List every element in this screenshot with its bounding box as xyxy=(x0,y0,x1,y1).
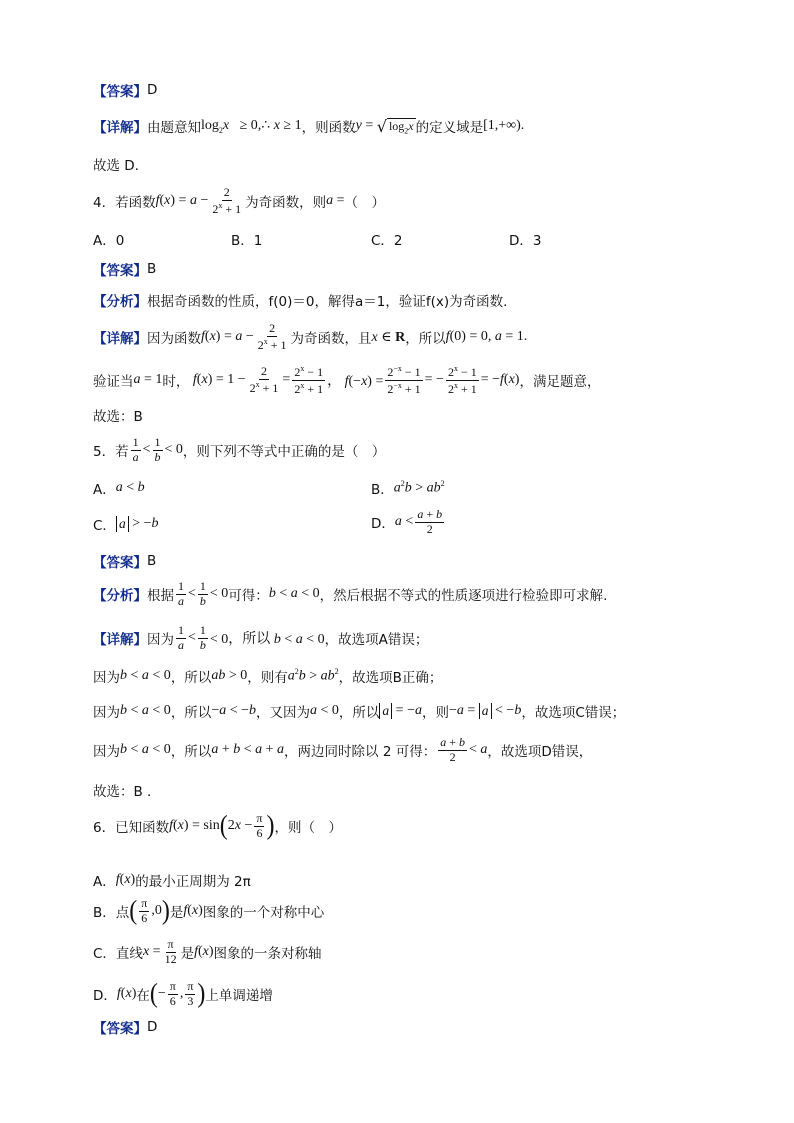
q4-verify-pre: 验证当 xyxy=(93,374,134,391)
q5-l3-chain2: < −b xyxy=(491,703,522,718)
q5-detail-4 xyxy=(93,736,592,765)
q6-option-a xyxy=(93,870,251,890)
q4-verify-f3: = −f(x) xyxy=(480,372,520,388)
q6-option-c-post: 图象的一条对称轴 xyxy=(213,946,322,963)
q5-l4-mid: ，所以 xyxy=(170,744,212,761)
domain-interval: [1,+∞). xyxy=(483,118,525,133)
q5-l3-eq: = −a xyxy=(392,703,422,718)
q4-answer xyxy=(93,259,156,279)
q6-b-fx: f(x) xyxy=(183,903,203,919)
q6-stem-pre: 6．已知函数 xyxy=(93,820,170,837)
q6-lparen: ( xyxy=(219,811,228,842)
q5-analysis-pre: 根据 xyxy=(147,588,174,605)
q6-rparen: ) xyxy=(266,811,275,842)
q5-l3-mid2: ，又因为 xyxy=(256,705,311,721)
q6-option-d-mid: 在 xyxy=(136,988,150,1005)
q5-l3-mid3: ，所以 xyxy=(338,705,380,721)
q6-answer xyxy=(93,1017,157,1037)
q4-conclusion: 故选：B xyxy=(93,409,143,425)
q5-l4-cond: b < a < 0 xyxy=(120,742,171,758)
q5-option-d: D． a < $\frac{a + b}{2}$ xyxy=(371,507,443,536)
q5-l4-sum: a + b < a + a xyxy=(211,742,285,758)
q5-detail-l1-post: ，故选项A错误； xyxy=(324,632,429,649)
q4-verify xyxy=(93,364,600,397)
q5-conclusion: 故选：B . xyxy=(93,784,152,800)
q5-lt: < xyxy=(142,442,151,458)
q5-stem xyxy=(93,436,385,465)
q5-detail-1 xyxy=(93,624,428,653)
q5-l4-pre: 因为 xyxy=(93,744,120,761)
q4-analysis xyxy=(93,290,507,310)
q4-verify-f2: ， f(−x) = xyxy=(327,374,384,390)
q5-detail-3 xyxy=(93,701,625,721)
q6-c-frac: $\frac{\pi}{12}$ xyxy=(164,937,177,966)
q5-l3-neg: −a < −b xyxy=(211,703,257,718)
q6-b-zero: ,0 xyxy=(151,903,162,919)
q4-verify-f1: f(x) = 1 − xyxy=(192,372,246,388)
q5-l4-post: ，故选项D错误， xyxy=(487,744,593,761)
q5-frac-a: $\frac{1}{a}$ xyxy=(132,435,139,464)
answer-tag: 【答案】 xyxy=(93,84,147,100)
q4-option-d: D．3 xyxy=(509,233,542,249)
q6-option-d xyxy=(93,980,273,1009)
q6-arg: 2x − xyxy=(227,818,253,834)
q4-detail-mid: 为奇函数，且 xyxy=(290,331,372,348)
q5-l3-mid4: ，则 xyxy=(421,705,449,721)
q5-an-lt: < xyxy=(188,586,196,602)
q4-verify-post: ，满足题意， xyxy=(519,374,601,391)
answer-value: B xyxy=(147,261,157,277)
q5-l3-cond: b < a < 0 xyxy=(120,703,171,718)
q6-d-neg: − xyxy=(157,986,166,1002)
q5-an-frac-b: $\frac{1}{b}$ xyxy=(199,579,206,608)
q4-detail-fraction: $\frac{2}{2^x + 1}$ xyxy=(257,321,287,352)
q4-result: f(0) = 0, a = 1. xyxy=(445,329,528,345)
q4-option-a: A．0 xyxy=(93,233,125,249)
q5-d-lt: < xyxy=(188,630,196,646)
q4-domain: x ∈ R xyxy=(371,329,406,345)
answer-tag: 【答案】 xyxy=(93,1021,147,1037)
q5-l2-post: ，故选项B正确； xyxy=(338,670,443,686)
q5-stem-pre: 5．若 xyxy=(93,444,129,461)
q5-d-frac-a: $\frac{1}{a}$ xyxy=(178,623,184,652)
q5-an-frac-a: $\frac{1}{a}$ xyxy=(178,579,184,608)
q4-detail xyxy=(93,322,527,353)
q6-d-frac1: $\frac{\pi}{6}$ xyxy=(169,979,176,1008)
q5-an-lt0: < 0 xyxy=(209,586,229,602)
q6-d-comma: , xyxy=(179,986,184,1002)
detail-tag: 【详解】 xyxy=(93,331,147,348)
q4-detail-mid2: ，所以 xyxy=(405,331,446,348)
q4-eq: = xyxy=(282,372,291,388)
q4-option-b: B．1 xyxy=(231,233,263,249)
q6-c-fx: f(x) xyxy=(194,944,214,960)
q5-l3-abs2: a xyxy=(479,703,492,719)
conclusion-prev xyxy=(93,154,139,174)
q6-c-is: 是 xyxy=(180,946,195,963)
q4-fx: f(x) = a − xyxy=(155,193,209,209)
detail-line-prev xyxy=(93,116,524,136)
answer-tag: 【答案】 xyxy=(93,555,147,571)
q4-verify-frac4: $\frac{2^x - 1}{2^x + 1}$ xyxy=(447,364,477,396)
q6-stem-post: ，则（ ） xyxy=(274,820,342,837)
q5-analysis-post: ，然后根据不等式的性质逐项进行检验即可求解. xyxy=(319,588,608,605)
q6-option-c-pre: C．直线 xyxy=(93,946,143,963)
q5-stem-post: ，则下列不等式中正确的是（ ） xyxy=(182,444,386,461)
q6-option-d-post: 上单调递增 xyxy=(205,988,273,1005)
q5-l2-pre: 因为 xyxy=(93,670,120,686)
q6-b-rparen: ) xyxy=(161,896,170,927)
q4-detail-pre: 因为函数 xyxy=(147,331,201,348)
analysis-tag: 【分析】 xyxy=(93,588,147,605)
answer-line-prev xyxy=(93,80,157,100)
q4-option-c: C．2 xyxy=(371,233,403,249)
q5-l3-chain: −a = xyxy=(448,703,479,718)
q4-a-eq: a = xyxy=(326,193,345,209)
q5-frac-b: $\frac{1}{b}$ xyxy=(154,435,161,464)
q5-lt0: < 0 xyxy=(164,442,183,458)
q4-stem xyxy=(93,186,385,217)
q6-d-frac2: $\frac{\pi}{3}$ xyxy=(187,979,194,1008)
q6-b-lparen: ( xyxy=(129,896,138,927)
q6-option-a-text: 的最小正周期为 2π xyxy=(135,874,251,890)
formula-log: $\log_2x$ ≥ 0,∴ x ≥ 1 xyxy=(201,118,302,135)
q5-l2-ineq: $a^2b > ab^2$ xyxy=(287,667,339,684)
q4-verify-frac1: $\frac{2}{2^x + 1}$ xyxy=(249,364,279,395)
q6-opt-d-label: D． xyxy=(93,988,117,1005)
q5-analysis xyxy=(93,580,607,609)
q4-eq2: = − xyxy=(424,372,444,388)
q4-detail-fx: f(x) = a − xyxy=(201,329,254,345)
q5-analysis-mid: 可得： xyxy=(228,588,269,605)
detail-text-1: 由题意知 xyxy=(147,120,201,136)
q4-verify-frac2: $\frac{2^x - 1}{2^x + 1}$ xyxy=(294,364,324,396)
detail-text-3: 的定义域是 xyxy=(415,120,484,136)
q5-l3-post: ，故选项C错误； xyxy=(521,705,626,721)
q5-l2-mid: ，所以 xyxy=(170,670,212,686)
q4-verify-mid: 时， xyxy=(162,374,190,391)
q5-an-bac: b < a < 0 xyxy=(268,586,320,602)
detail-tag: 【详解】 xyxy=(93,632,147,649)
q4-fraction: $\frac{2}{2^x + 1}$ xyxy=(212,185,242,216)
answer-tag: 【答案】 xyxy=(93,263,147,279)
q5-l2-mid2: ，则有 xyxy=(247,670,288,686)
q5-detail-pre: 因为 xyxy=(147,632,174,649)
q6-d-fx: f(x) xyxy=(116,986,137,1002)
q5-l4-frac: $\frac{a + b}{2}$ xyxy=(440,735,465,764)
q6-fx: f(x) = sin xyxy=(169,818,220,834)
q5-l3-abs: a xyxy=(379,703,392,719)
q5-l4-mid2: ，两边同时除以 2 可得： xyxy=(284,744,437,761)
q6-d-lparen: ( xyxy=(149,979,158,1010)
q6-option-c xyxy=(93,938,322,967)
q5-l3-pre: 因为 xyxy=(93,705,120,721)
answer-value: D xyxy=(147,1019,158,1035)
q5-d-lt0: < 0，所以 b < a < 0 xyxy=(209,632,325,648)
q6-option-b xyxy=(93,897,324,926)
q4-stem-pre: 4．若函数 xyxy=(93,195,156,212)
q6-c-x: x = xyxy=(142,944,161,960)
q5-d-frac-b: $\frac{1}{b}$ xyxy=(199,623,206,652)
q4-stem-mid: 为奇函数，则 xyxy=(245,195,327,212)
detail-tag: 【详解】 xyxy=(93,120,147,136)
formula-y: y = xyxy=(355,118,377,133)
q6-b-is: 是 xyxy=(169,905,184,922)
q5-option-c: C． a > −b xyxy=(93,516,159,534)
q4-stem-post: （ ） xyxy=(344,195,386,212)
answer-value: B xyxy=(147,553,157,569)
q5-l3-a0: a < 0 xyxy=(310,703,339,718)
q5-option-a: A． a < b xyxy=(93,480,145,498)
q6-opt-a-label: A． xyxy=(93,874,116,890)
q4-verify-frac3: $\frac{2^{-x} - 1}{2^{-x} + 1}$ xyxy=(387,364,421,396)
q5-l4-lt: < a xyxy=(468,742,488,758)
q5-l2-cond: b < a < 0 xyxy=(120,668,171,683)
analysis-tag: 【分析】 xyxy=(93,294,147,310)
q6-opt-a-fx: f(x) xyxy=(115,872,136,887)
q5-option-b: B． $a^2b > ab^2$ xyxy=(371,479,445,498)
q4-analysis-text: 根据奇函数的性质，f(0)＝0，解得a＝1，验证f(x)为奇函数. xyxy=(147,294,508,310)
answer-value: D xyxy=(147,82,158,98)
q6-d-rparen: ) xyxy=(197,979,206,1010)
q6-option-b-post: 图象的一个对称中心 xyxy=(202,905,325,922)
q4-a1: a = 1 xyxy=(133,372,163,388)
conclusion-text: 故选 D. xyxy=(93,158,139,174)
q5-l2-ab: ab > 0 xyxy=(211,668,248,683)
detail-text-2: ，则函数 xyxy=(301,120,356,136)
q6-b-frac: $\frac{\pi}{6}$ xyxy=(141,896,148,925)
q6-option-b-pre: B．点 xyxy=(93,905,130,922)
q5-l3-mid: ，所以 xyxy=(170,705,212,721)
q6-frac-pi6: $\frac{\pi}{6}$ xyxy=(256,811,263,840)
q6-stem xyxy=(93,812,342,841)
q5-answer xyxy=(93,551,156,571)
sqrt-formula: √ $\log_2x$ xyxy=(376,116,414,136)
q5-detail-2 xyxy=(93,666,442,686)
